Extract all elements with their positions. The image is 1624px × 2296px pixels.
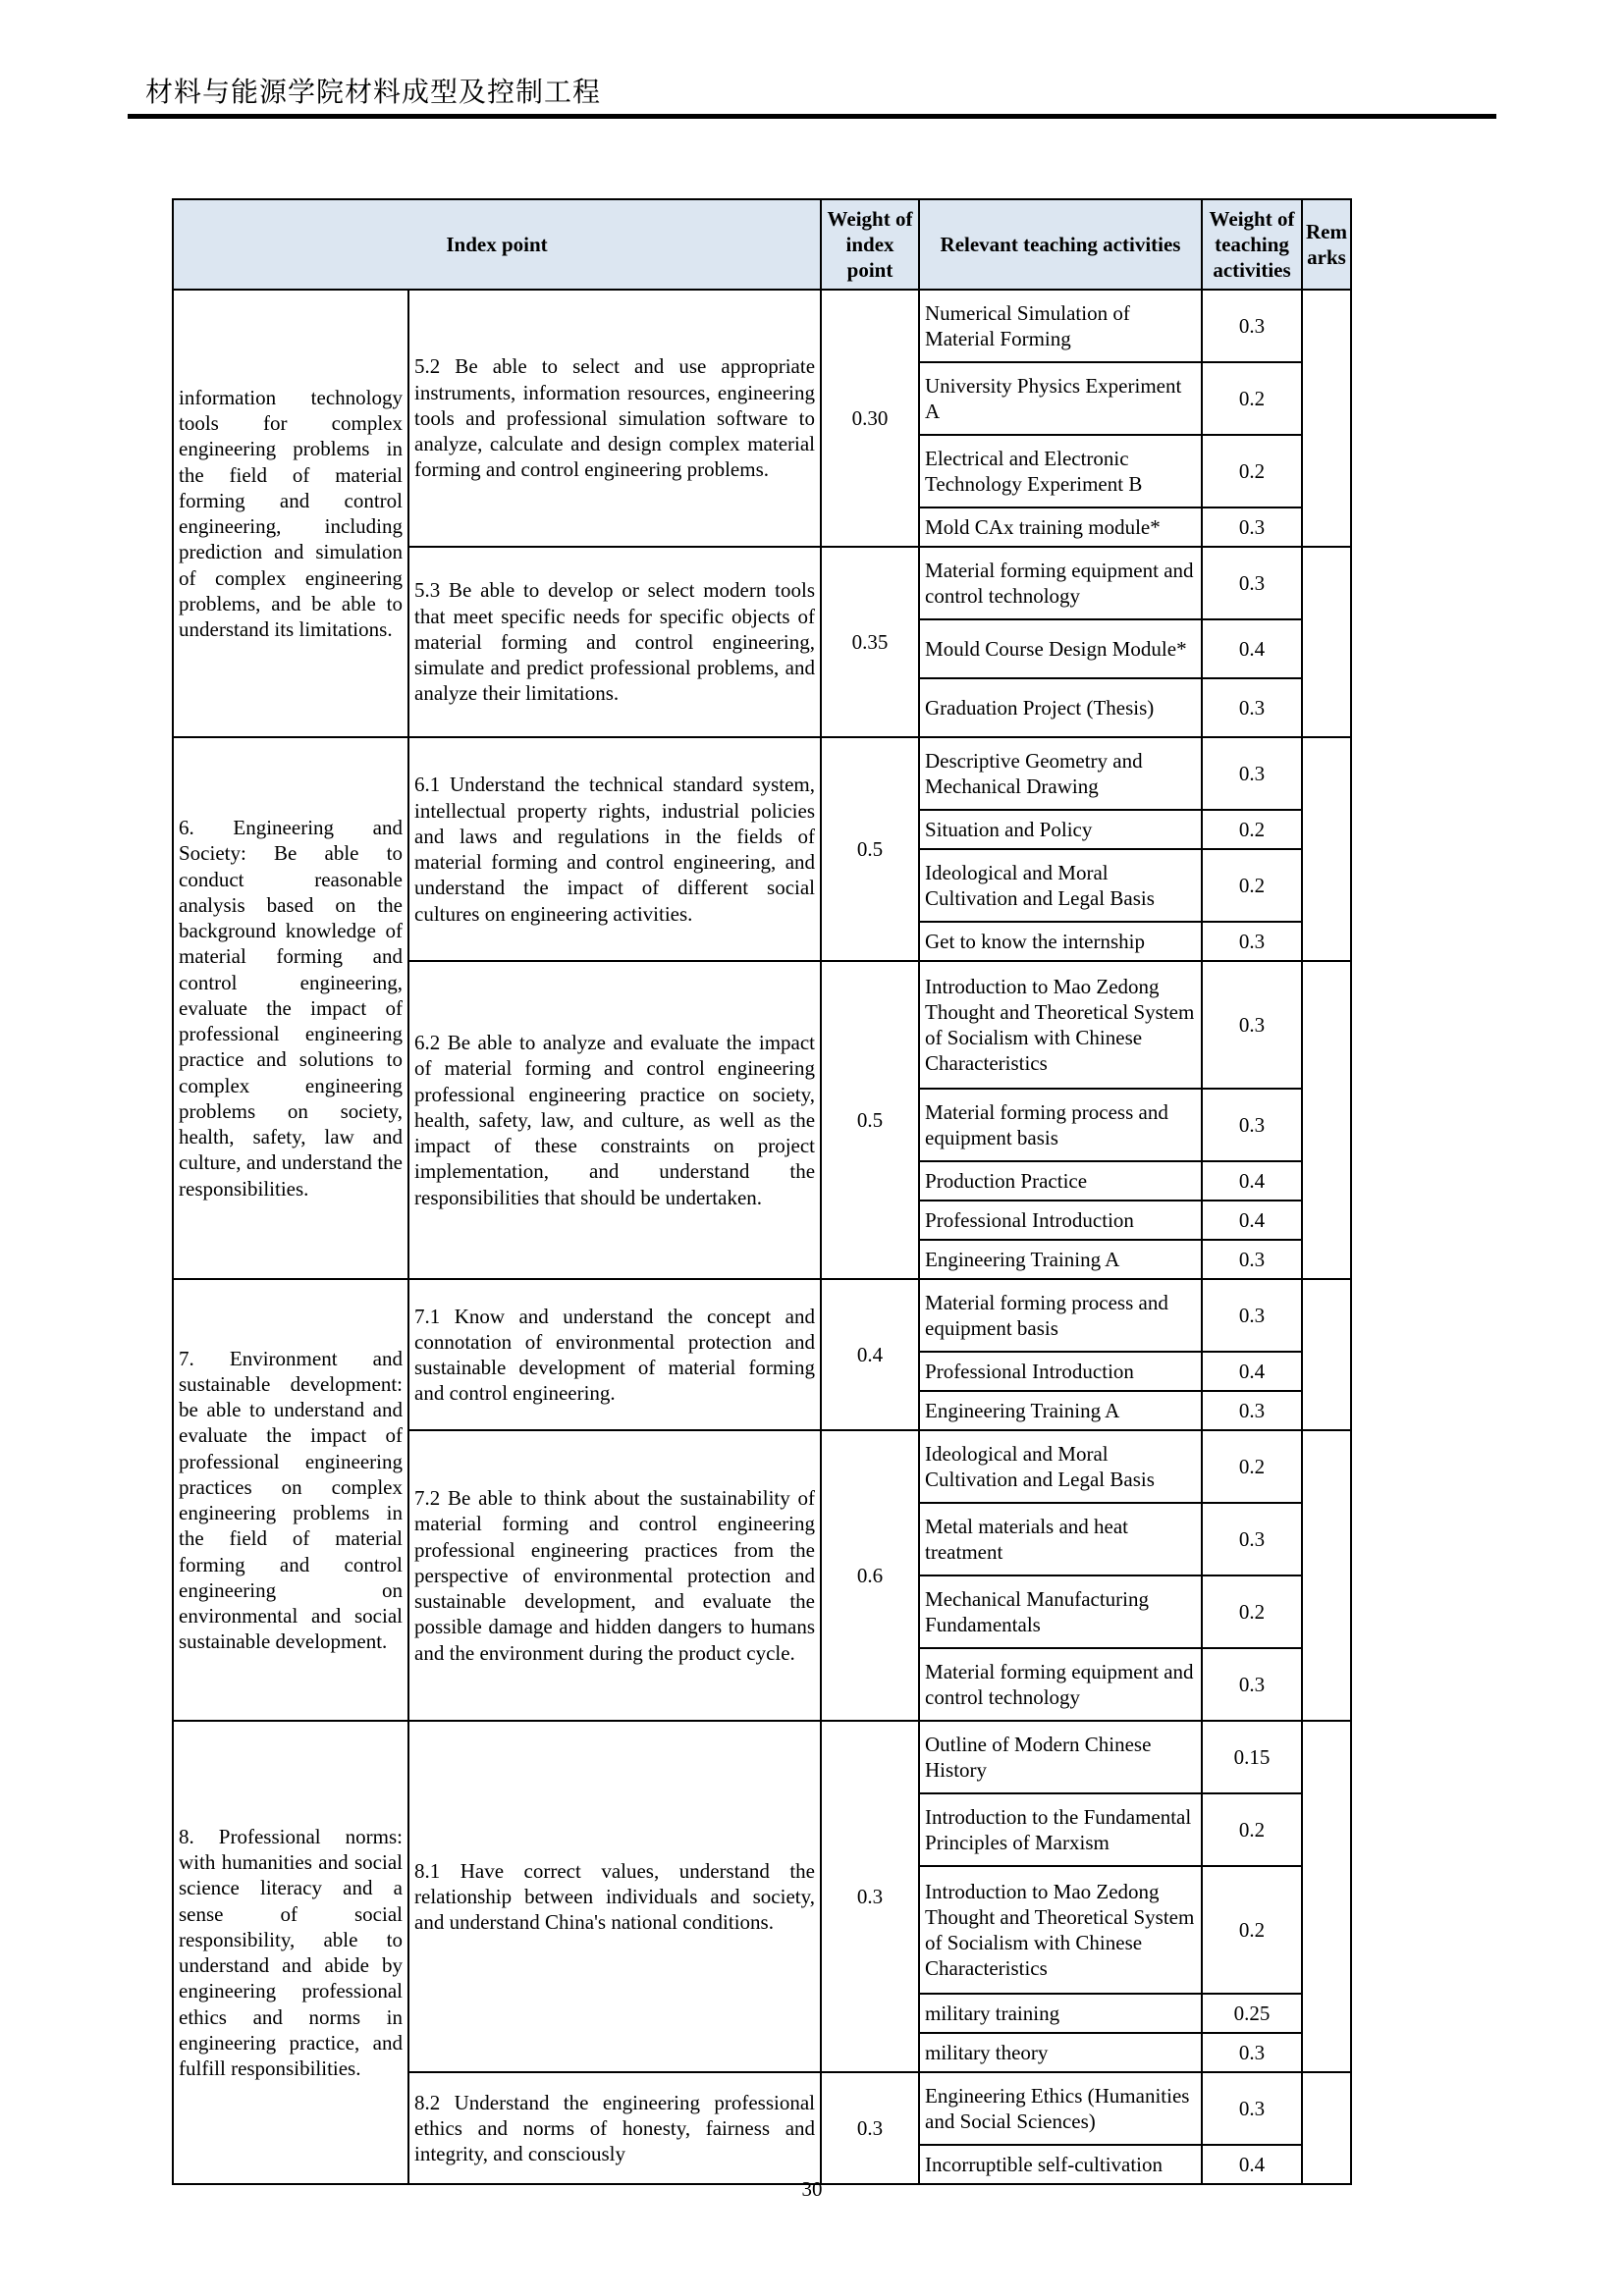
activity-weight: 0.3 <box>1202 1503 1302 1575</box>
teaching-activity: Descriptive Geometry and Mechanical Drawing <box>919 737 1202 810</box>
teaching-activity: Incorruptible self-cultivation <box>919 2145 1202 2184</box>
col-header-relevant-teaching-activities: Relevant teaching activities <box>919 199 1202 290</box>
requirement-text-8: 8. Professional norms: with humanities and social science literacy and a sense of social responsibility, able to understand and abide by engineering professional ethics and norms in engineering practice, and fulfill responsibilities. <box>173 1721 408 2184</box>
activity-weight: 0.2 <box>1202 1793 1302 1866</box>
remarks-cell <box>1302 2072 1351 2184</box>
remarks-cell <box>1302 290 1351 547</box>
activity-weight: 0.4 <box>1202 619 1302 678</box>
teaching-activity: Get to know the internship <box>919 922 1202 961</box>
activity-weight: 0.2 <box>1202 1430 1302 1503</box>
requirement-text-5: information technology tools for complex engineering problems in the field of material forming and control engineering, including prediction and simulation of complex engineering problems, and be able to understand its limitations. <box>173 290 408 737</box>
table-header-row <box>173 199 1351 290</box>
activity-weight: 0.2 <box>1202 362 1302 435</box>
remarks-cell <box>1302 1721 1351 2072</box>
teaching-activity: Material forming process and equipment basis <box>919 1279 1202 1352</box>
teaching-activity: Metal materials and heat treatment <box>919 1503 1202 1575</box>
activity-weight: 0.3 <box>1202 678 1302 737</box>
index-point-6-2: 6.2 Be able to analyze and evaluate the impact of material forming and control engineering professional engineering practice on society, health, safety, law, and culture, as well as the impact of these constraints on project implementation, and understand the responsibilities that should be undertaken. <box>408 961 821 1279</box>
activity-weight: 0.4 <box>1202 1201 1302 1240</box>
activity-weight: 0.3 <box>1202 507 1302 547</box>
teaching-activity: Outline of Modern Chinese History <box>919 1721 1202 1793</box>
teaching-activity: Electrical and Electronic Technology Experiment B <box>919 435 1202 507</box>
page-number: 30 <box>801 2177 823 2201</box>
teaching-activity: Situation and Policy <box>919 810 1202 849</box>
table-row <box>173 1721 1351 1793</box>
index-weight-7-2: 0.6 <box>821 1430 919 1721</box>
index-point-8-2: 8.2 Understand the engineering professional ethics and norms of honesty, fairness and integrity, and consciously <box>408 2072 821 2184</box>
activity-weight: 0.2 <box>1202 1575 1302 1648</box>
activity-weight: 0.3 <box>1202 1391 1302 1430</box>
remarks-cell <box>1302 1430 1351 1721</box>
document-header-title: 材料与能源学院材料成型及控制工程 <box>145 78 602 108</box>
activity-weight: 0.3 <box>1202 922 1302 961</box>
index-weight-8-2: 0.3 <box>821 2072 919 2184</box>
index-point-5-3: 5.3 Be able to develop or select modern tools that meet specific needs for specific objects of material forming and control engineering, simulate and predict professional problems, and analyze their limitations. <box>408 547 821 737</box>
index-weight-8-1: 0.3 <box>821 1721 919 2072</box>
remarks-cell <box>1302 547 1351 737</box>
teaching-activity: Introduction to the Fundamental Principles of Marxism <box>919 1793 1202 1866</box>
teaching-activity: Production Practice <box>919 1161 1202 1201</box>
index-weight-5-2: 0.30 <box>821 290 919 547</box>
teaching-activity: Professional Introduction <box>919 1352 1202 1391</box>
teaching-activity: Material forming equipment and control technology <box>919 547 1202 619</box>
index-weight-6-1: 0.5 <box>821 737 919 961</box>
remarks-cell <box>1302 1279 1351 1430</box>
index-point-table <box>172 198 1352 2185</box>
activity-weight: 0.2 <box>1202 810 1302 849</box>
activity-weight: 0.4 <box>1202 1352 1302 1391</box>
teaching-activity: Mold CAx training module* <box>919 507 1202 547</box>
activity-weight: 0.3 <box>1202 737 1302 810</box>
requirement-text-6: 6. Engineering and Society: Be able to conduct reasonable analysis based on the background knowledge of material forming and control engineering, evaluate the impact of professional engineering practice and solutions to complex engineering problems on society, health, safety, law and culture, and understand the responsibilities. <box>173 737 408 1279</box>
table-row <box>173 1279 1351 1352</box>
teaching-activity: Engineering Training A <box>919 1391 1202 1430</box>
teaching-activity: Engineering Training A <box>919 1240 1202 1279</box>
teaching-activity: Ideological and Moral Cultivation and Legal Basis <box>919 1430 1202 1503</box>
table-row <box>173 290 1351 362</box>
activity-weight: 0.15 <box>1202 1721 1302 1793</box>
index-weight-6-2: 0.5 <box>821 961 919 1279</box>
activity-weight: 0.3 <box>1202 290 1302 362</box>
activity-weight: 0.25 <box>1202 1994 1302 2033</box>
activity-weight: 0.3 <box>1202 1089 1302 1161</box>
teaching-activity: Numerical Simulation of Material Forming <box>919 290 1202 362</box>
activity-weight: 0.3 <box>1202 1240 1302 1279</box>
teaching-activity: Mechanical Manufacturing Fundamentals <box>919 1575 1202 1648</box>
activity-weight: 0.2 <box>1202 1866 1302 1994</box>
teaching-activity: Ideological and Moral Cultivation and Legal Basis <box>919 849 1202 922</box>
teaching-activity: Mould Course Design Module* <box>919 619 1202 678</box>
index-weight-5-3: 0.35 <box>821 547 919 737</box>
teaching-activity: University Physics Experiment A <box>919 362 1202 435</box>
teaching-activity: military theory <box>919 2033 1202 2072</box>
activity-weight: 0.3 <box>1202 1648 1302 1721</box>
header-rule <box>128 114 1496 119</box>
activity-weight: 0.4 <box>1202 2145 1302 2184</box>
activity-weight: 0.4 <box>1202 1161 1302 1201</box>
teaching-activity: Material forming process and equipment basis <box>919 1089 1202 1161</box>
index-point-8-1: 8.1 Have correct values, understand the relationship between individuals and society, and understand China's national conditions. <box>408 1721 821 2072</box>
teaching-activity: Professional Introduction <box>919 1201 1202 1240</box>
col-header-remarks: Remarks <box>1302 199 1351 290</box>
activity-weight: 0.3 <box>1202 961 1302 1089</box>
remarks-cell <box>1302 961 1351 1279</box>
requirement-text-7: 7. Environment and sustainable development: be able to understand and evaluate the impact of professional engineering practices on complex engineering problems in the field of material forming and control engineering on environmental and social sustainable development. <box>173 1279 408 1721</box>
activity-weight: 0.3 <box>1202 2072 1302 2145</box>
remarks-cell <box>1302 737 1351 961</box>
col-header-index-point: Index point <box>173 199 821 290</box>
teaching-activity: Material forming equipment and control technology <box>919 1648 1202 1721</box>
col-header-weight-of-index-point: Weight of index point <box>821 199 919 290</box>
activity-weight: 0.3 <box>1202 1279 1302 1352</box>
teaching-activity: Engineering Ethics (Humanities and Social Sciences) <box>919 2072 1202 2145</box>
teaching-activity: Graduation Project (Thesis) <box>919 678 1202 737</box>
table-row <box>173 737 1351 810</box>
index-point-5-2: 5.2 Be able to select and use appropriate instruments, information resources, engineering tools and professional simulation software to analyze, calculate and design complex material forming and control engineering problems. <box>408 290 821 547</box>
index-weight-7-1: 0.4 <box>821 1279 919 1430</box>
teaching-activity: Introduction to Mao Zedong Thought and Theoretical System of Socialism with Chinese Characteristics <box>919 961 1202 1089</box>
index-point-7-2: 7.2 Be able to think about the sustainability of material forming and control engineering professional engineering practices from the perspective of environmental protection and sustainable development, and evaluate the possible damage and hidden dangers to humans and the environment during the product cycle. <box>408 1430 821 1721</box>
activity-weight: 0.2 <box>1202 849 1302 922</box>
index-point-7-1: 7.1 Know and understand the concept and connotation of environmental protection and sustainable development of material forming and control engineering. <box>408 1279 821 1430</box>
index-point-6-1: 6.1 Understand the technical standard system, intellectual property rights, industrial policies and laws and regulations in the fields of material forming and control engineering, and understand the impact of different social cultures on engineering activities. <box>408 737 821 961</box>
activity-weight: 0.2 <box>1202 435 1302 507</box>
teaching-activity: military training <box>919 1994 1202 2033</box>
activity-weight: 0.3 <box>1202 547 1302 619</box>
activity-weight: 0.3 <box>1202 2033 1302 2072</box>
teaching-activity: Introduction to Mao Zedong Thought and Theoretical System of Socialism with Chinese Characteristics <box>919 1866 1202 1994</box>
col-header-weight-of-teaching-activities: Weight of teaching activities <box>1202 199 1302 290</box>
